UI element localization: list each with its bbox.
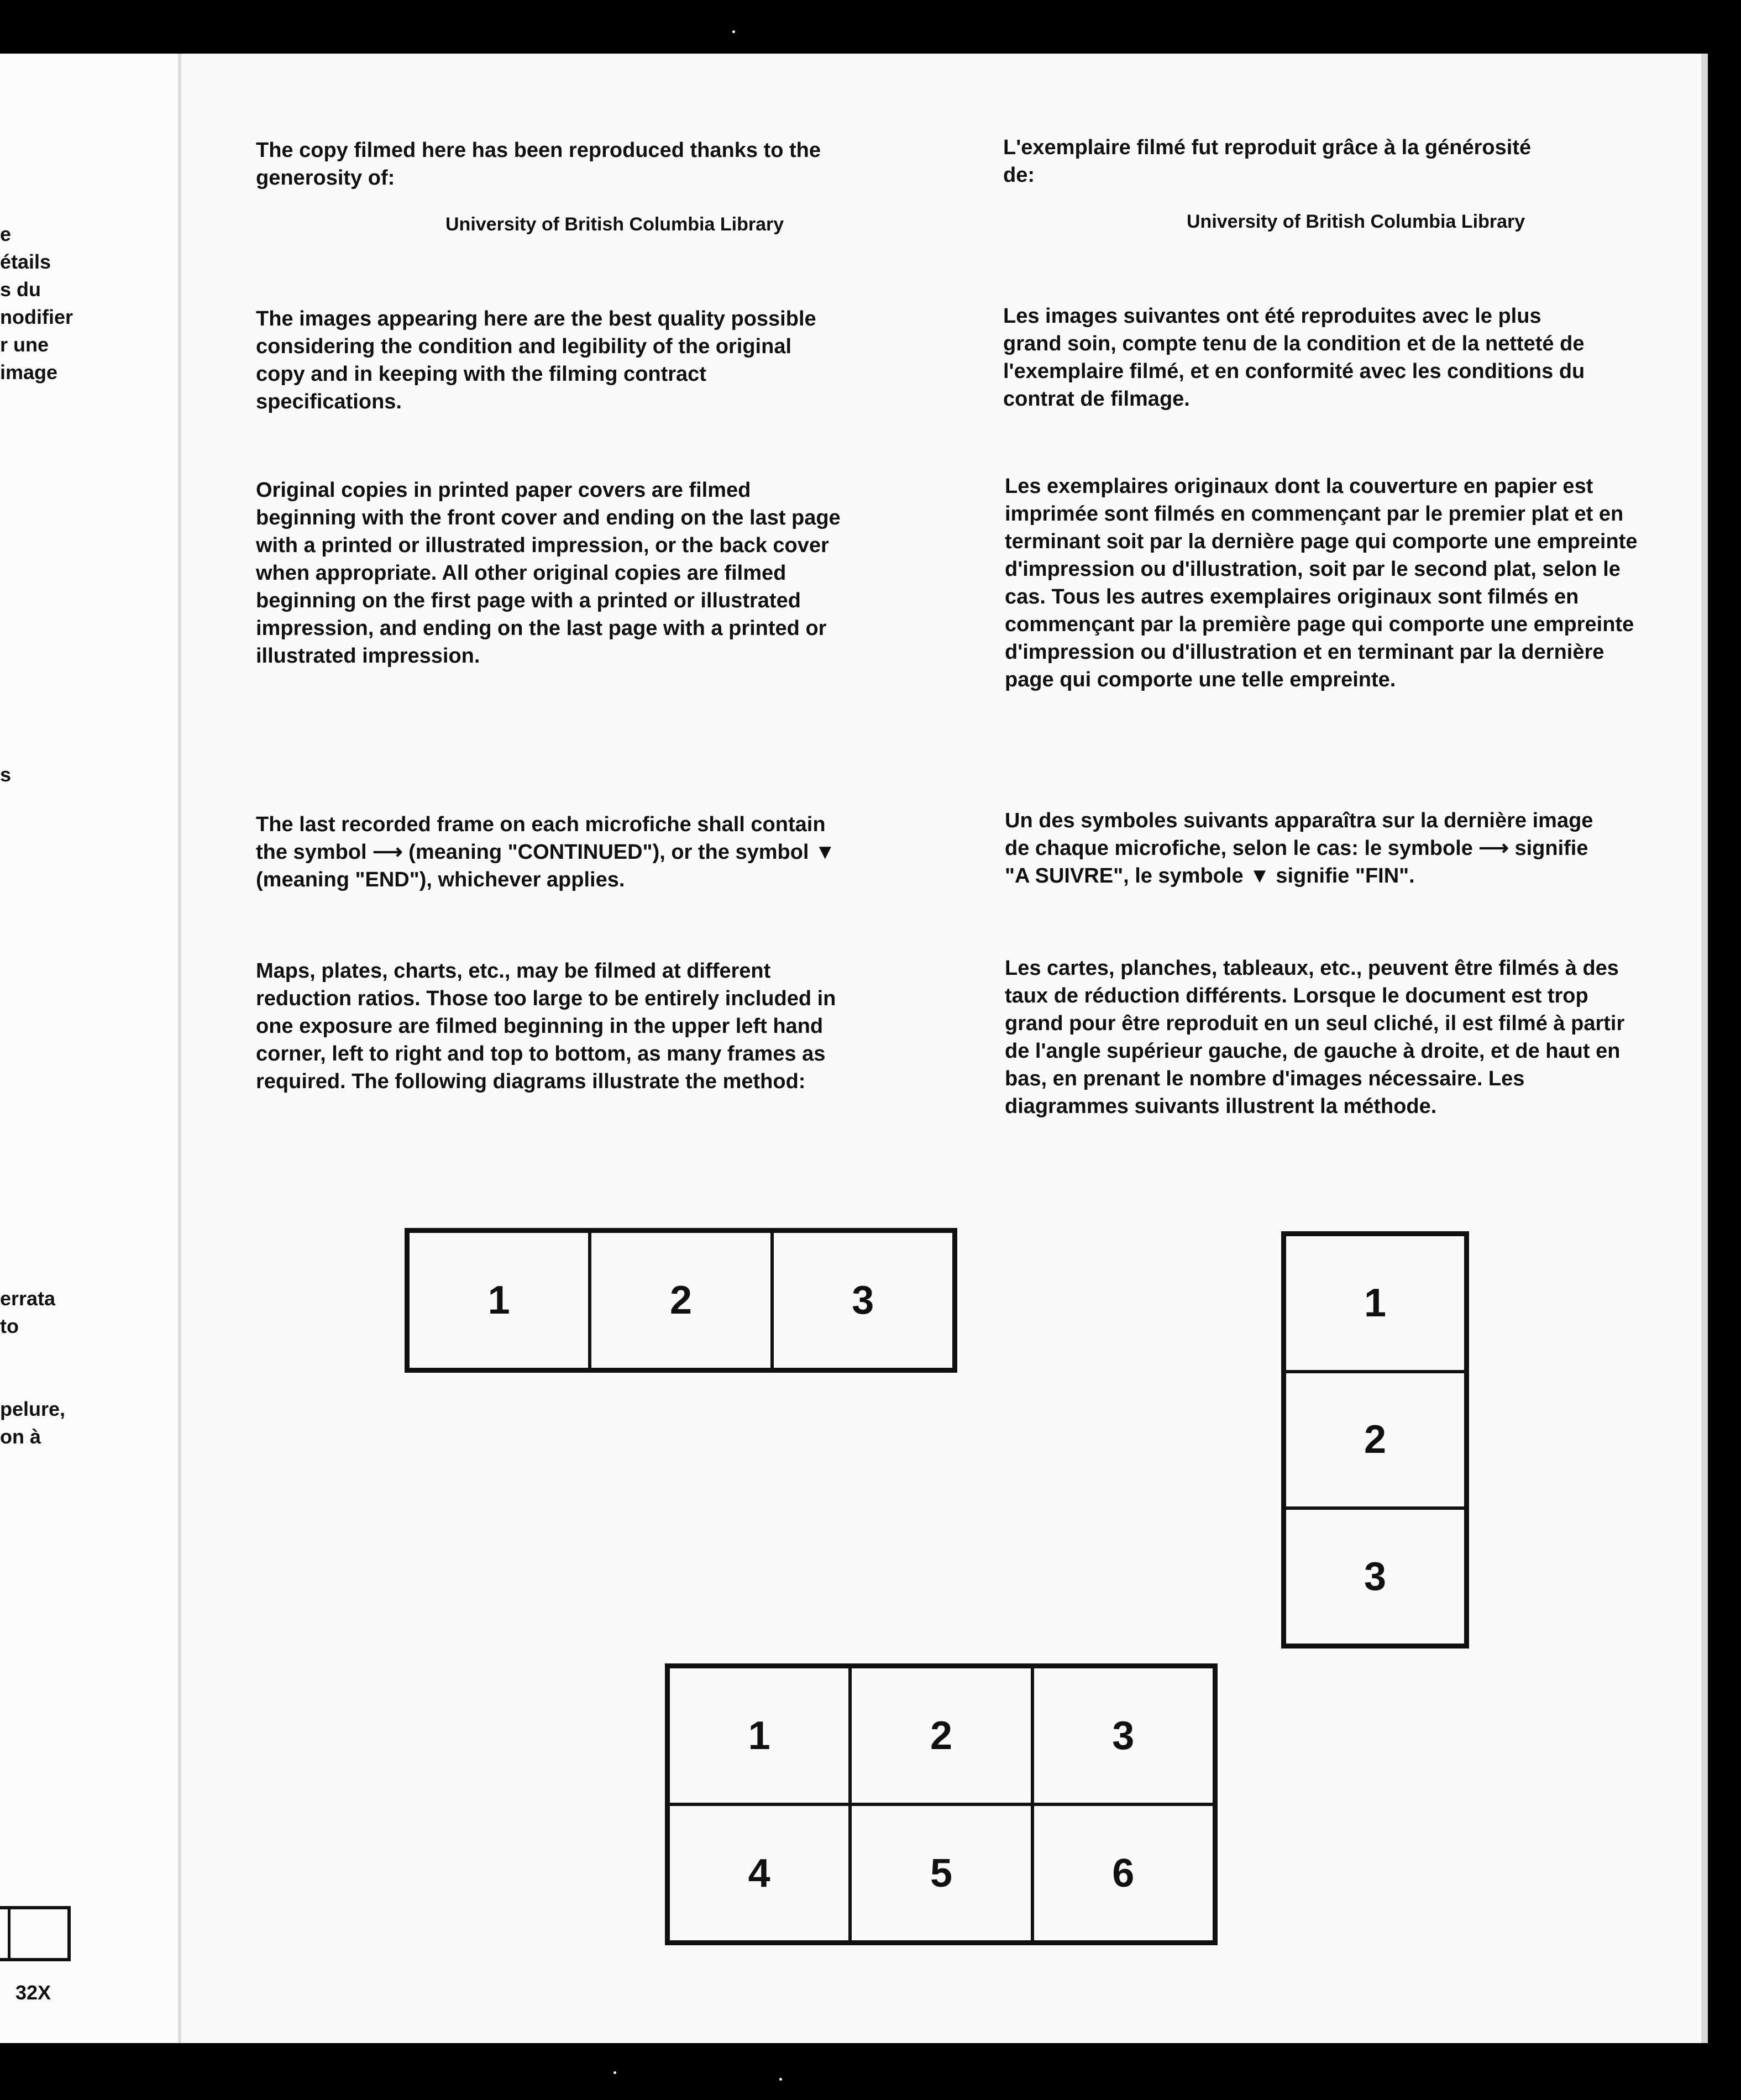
- english-paragraph-symbols: The last recorded frame on each microfiche shall contain the symbol ⟶ (meaning "CONTINUED"), or the symbol ▼ (meaning "END"), whichever applies.: [256, 813, 836, 891]
- diagram-row-three: [405, 1228, 957, 1373]
- french-library: University of British Columbia Library: [1187, 211, 1525, 232]
- page: [181, 54, 1708, 2043]
- frame-cell: 2: [1284, 1372, 1466, 1509]
- frame-cell: 1: [408, 1231, 590, 1369]
- prev-fragment: étails: [0, 250, 51, 273]
- frame-cell: 2: [850, 1667, 1032, 1804]
- frame-cell: 6: [1032, 1804, 1214, 1942]
- english-library: University of British Columbia Library: [445, 214, 784, 235]
- prev-fragment: s du: [0, 278, 41, 301]
- prev-fragment: e: [0, 223, 12, 245]
- previous-page-edge: [0, 54, 178, 2043]
- english-credit: The copy filmed here has been reproduced thanks to the generosity of:: [256, 139, 821, 190]
- frame-cell: 5: [850, 1804, 1032, 1942]
- frame-cell: 3: [1032, 1667, 1214, 1804]
- prev-fragment: on à: [0, 1425, 41, 1448]
- prev-fragment: r une: [0, 333, 49, 356]
- prev-fragment: s: [0, 763, 12, 786]
- english-paragraph-quality: The images appearing here are the best quality possible considering the condition and legibility of the original copy and in keeping with the filming contract specifications.: [256, 307, 816, 413]
- frame-cell: 3: [772, 1231, 954, 1369]
- french-credit: L'exemplaire filmé fut reproduit grâce à la générosité de:: [1003, 136, 1532, 187]
- diagram-grid-six: [665, 1663, 1218, 1945]
- prev-fragment: pelure,: [0, 1398, 66, 1420]
- french-paragraph-symbols: Un des symboles suivants apparaîtra sur la dernière image de chaque microfiche, selon le cas: le symbole ⟶ signifie "A SUIVRE", le symbole ▼ signifie "FIN".: [1005, 809, 1593, 888]
- film-speck: [779, 2078, 782, 2081]
- french-paragraph-covers: Les exemplaires originaux dont la couverture en papier est imprimée sont filmés en commençant par le premier plat et en terminant soit par la dernière page qui comporte une empreinte d'impression ou d'illustration, soit par le second plat, selon le cas. Tous les autres exemplaires originaux sont filmés en commençant par la première page qui comporte une empreinte d'impression ou d'illustration et en terminant par la dernière page qui comporte une telle empreinte.: [1005, 475, 1638, 691]
- resolution-size-label: 32X: [15, 1981, 51, 2004]
- frame-cell: 1: [1284, 1235, 1466, 1372]
- diagram-column-three: [1281, 1231, 1469, 1649]
- french-paragraph-maps: Les cartes, planches, tableaux, etc., peuvent être filmés à des taux de réduction différents. Lorsque le document est trop grand pour être reproduit en un seul cliché, il est filmé à partir de l'angle supérieur gauche, de gauche à droite, et de haut en bas, en prenant le nombre d'images nécessaire. Les diagrammes suivants illustrent la méthode.: [1005, 957, 1625, 1118]
- english-paragraph-covers: Original copies in printed paper covers are filmed beginning with the front cover and ending on the last page with a printed or illustrated impression, or the back cover when appropriate. All other original copies are filmed beginning on the first page with a printed or illustrated impression, and ending on the last page with a printed or illustrated impression.: [256, 479, 841, 668]
- prev-fragment: to: [0, 1315, 19, 1337]
- prev-fragment: nodifier: [0, 306, 73, 328]
- prev-fragment: image: [0, 361, 58, 384]
- prev-fragment: errata: [0, 1287, 56, 1310]
- english-paragraph-maps: Maps, plates, charts, etc., may be filmed at different reduction ratios. Those too large to be entirely included in one exposure are filmed beginning in the upper left hand corner, left to right and top to bottom, as many frames as required. The following diagrams illustrate the method:: [256, 959, 836, 1093]
- film-speck: [613, 2071, 616, 2074]
- french-paragraph-quality: Les images suivantes ont été reproduites avec le plus grand soin, compte tenu de la condition et de la netteté de l'exemplaire filmé, et en conformité avec les conditions du contrat de filmage.: [1003, 305, 1585, 411]
- frame-cell: 2: [590, 1231, 772, 1369]
- frame-cell: 4: [668, 1804, 850, 1942]
- film-speck: [732, 30, 735, 33]
- frame-cell: 1: [668, 1667, 850, 1804]
- frame-cell: 3: [1284, 1508, 1466, 1645]
- resolution-target-box: [0, 1906, 71, 1961]
